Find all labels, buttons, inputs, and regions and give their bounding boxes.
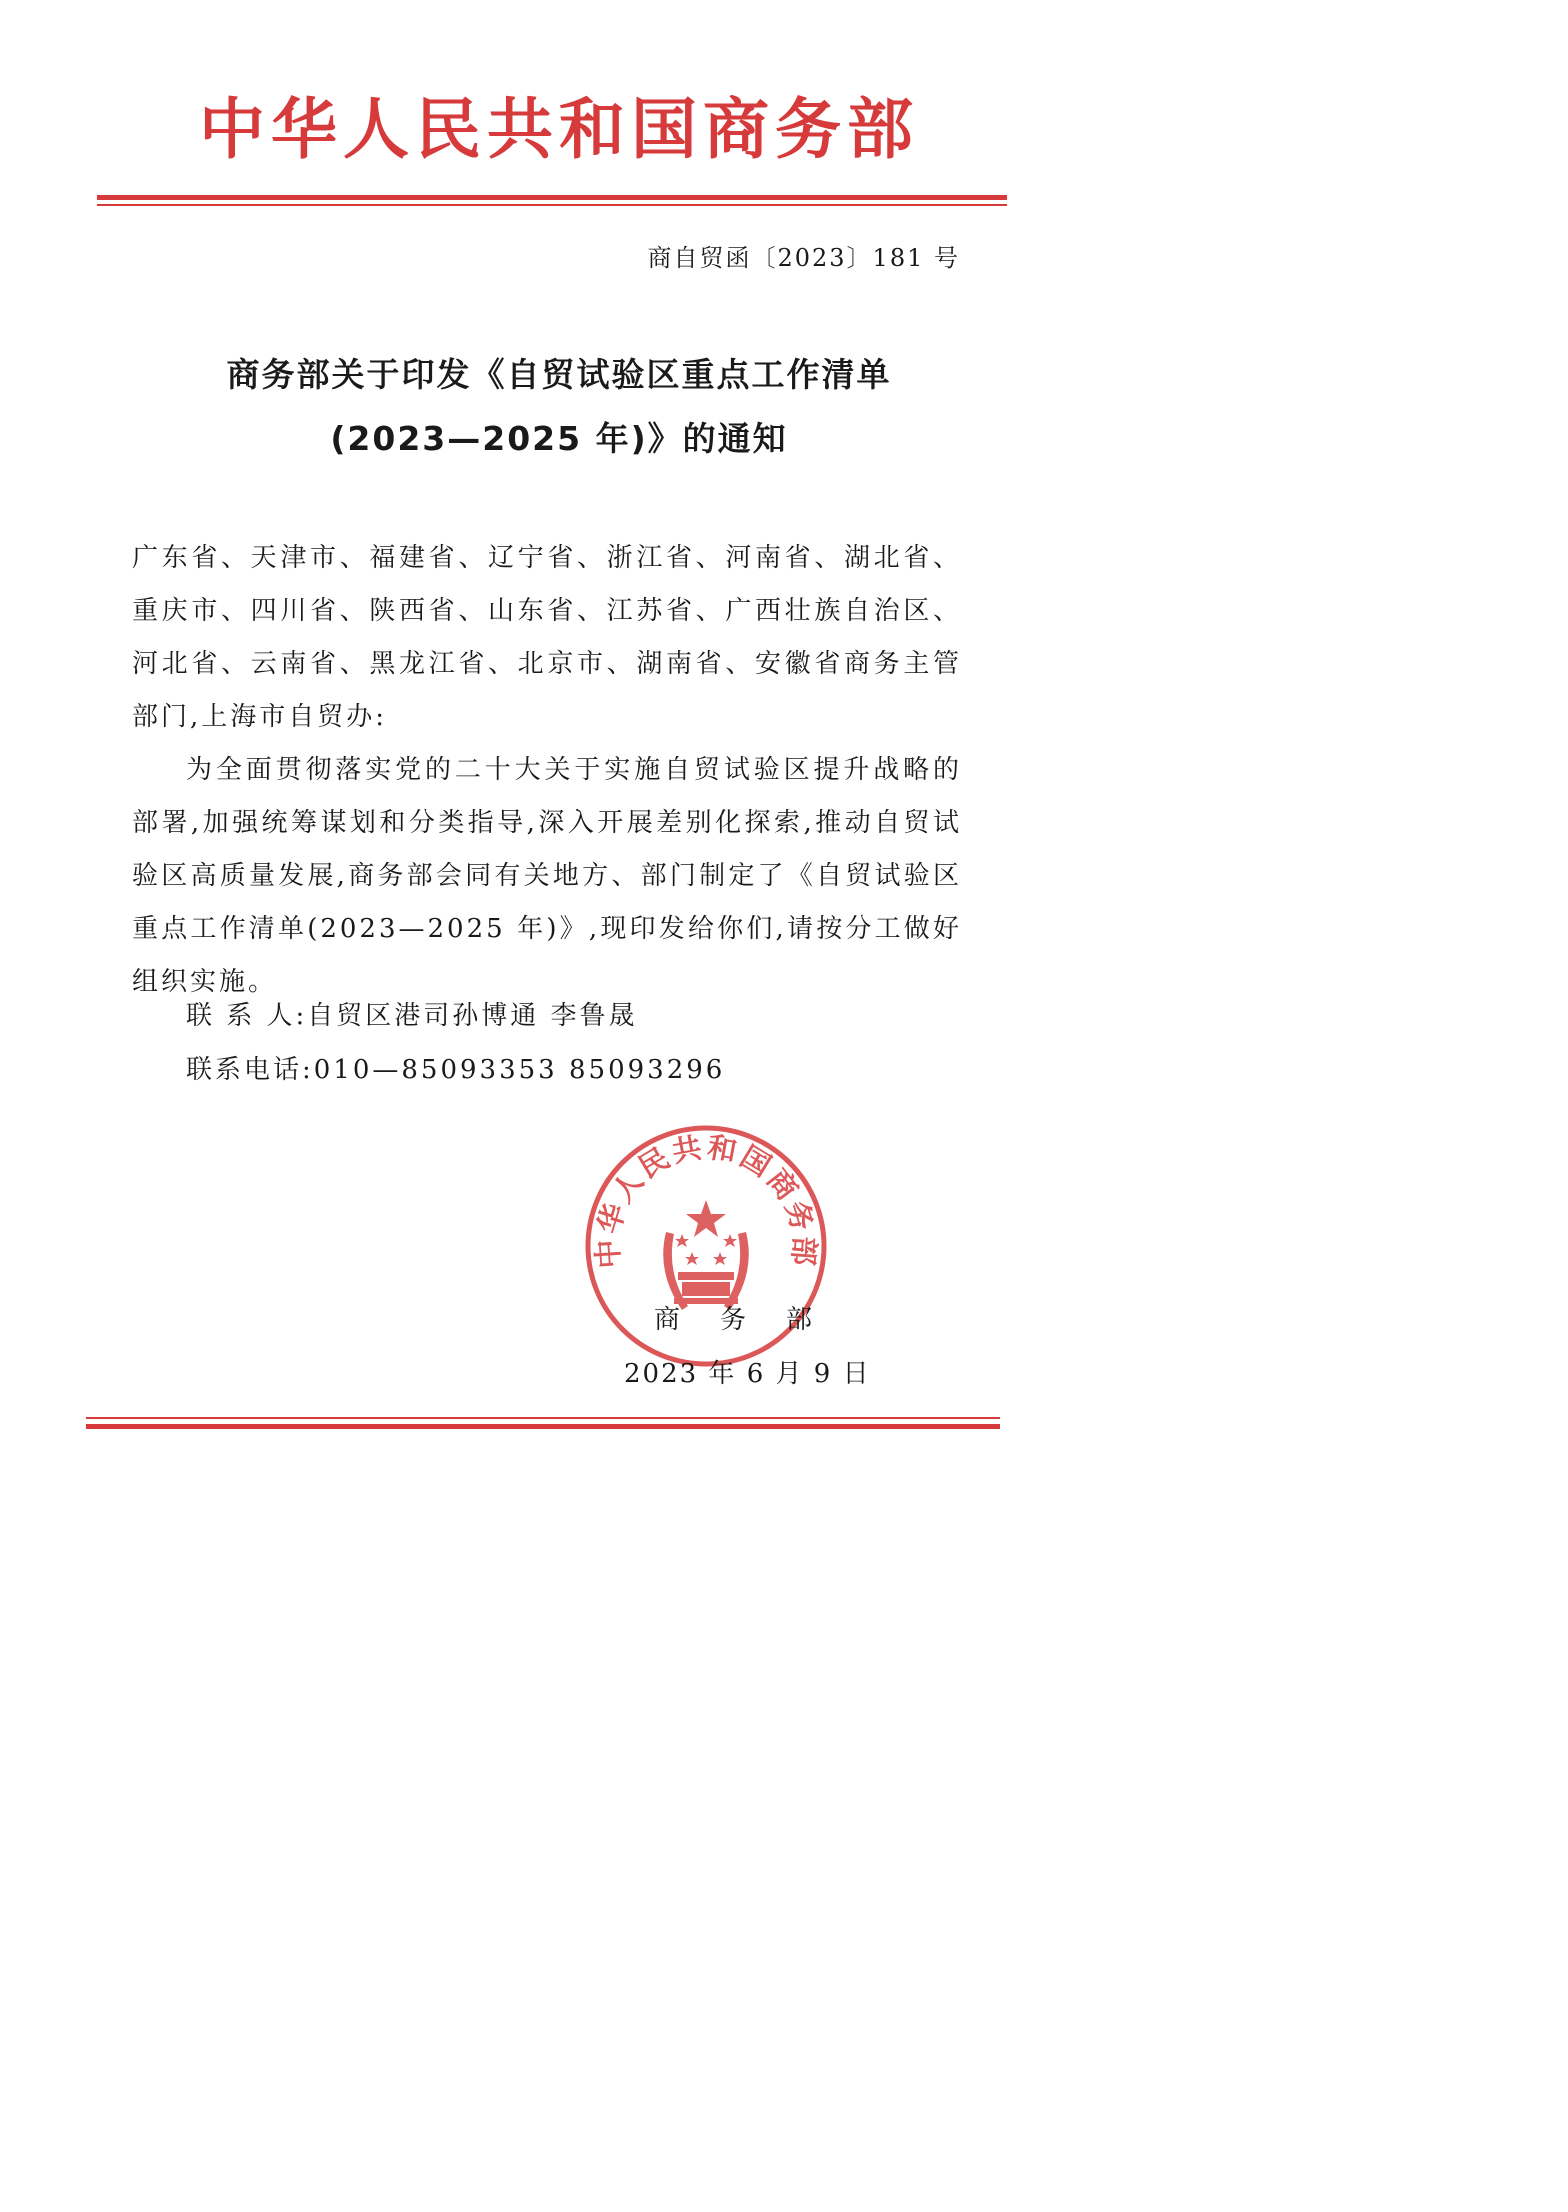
- document-title-line-1: 商务部关于印发《自贸试验区重点工作清单: [226, 355, 892, 394]
- body-paragraph: 为全面贯彻落实党的二十大关于实施自贸试验区提升战略的部署,加强统筹谋划和分类指导,深入开展差别化探索,推动自贸试验区高质量发展,商务部会同有关地方、部门制定了《自贸试验区重点工作清单(2023—2025 年)》,现印发给你们,请按分工做好组织实施。: [132, 755, 962, 997]
- document-title-line-2: (2023—2025 年)》的通知: [330, 419, 788, 458]
- national-emblem-icon: [663, 1200, 749, 1310]
- seal-ring-text: 中华人民共和国商务部: [590, 1129, 822, 1270]
- contact-phone: 联系电话:010—85093353 85093296: [186, 1055, 726, 1085]
- signature-date: 2023 年 6 月 9 日: [624, 1359, 871, 1389]
- addressees: 广东省、天津市、福建省、辽宁省、浙江省、河南省、湖北省、重庆市、四川省、陕西省、山东省、江苏省、广西壮族自治区、河北省、云南省、黑龙江省、北京市、湖南省、安徽省商务主管部门,上海市自贸办:: [132, 543, 962, 732]
- header-rule-thin: [97, 204, 1007, 206]
- signature-organization: 商务部: [654, 1305, 853, 1335]
- header-rule-thick: [97, 195, 1007, 200]
- footer-rule-thin: [86, 1417, 1000, 1419]
- contact-person: 联 系 人:自贸区港司孙博通 李鲁晟: [186, 1001, 638, 1031]
- document-number: 商自贸函〔2023〕181 号: [647, 244, 960, 272]
- footer-rule-thick: [86, 1424, 1000, 1429]
- issuer-header-title: 中华人民共和国商务部: [199, 91, 919, 168]
